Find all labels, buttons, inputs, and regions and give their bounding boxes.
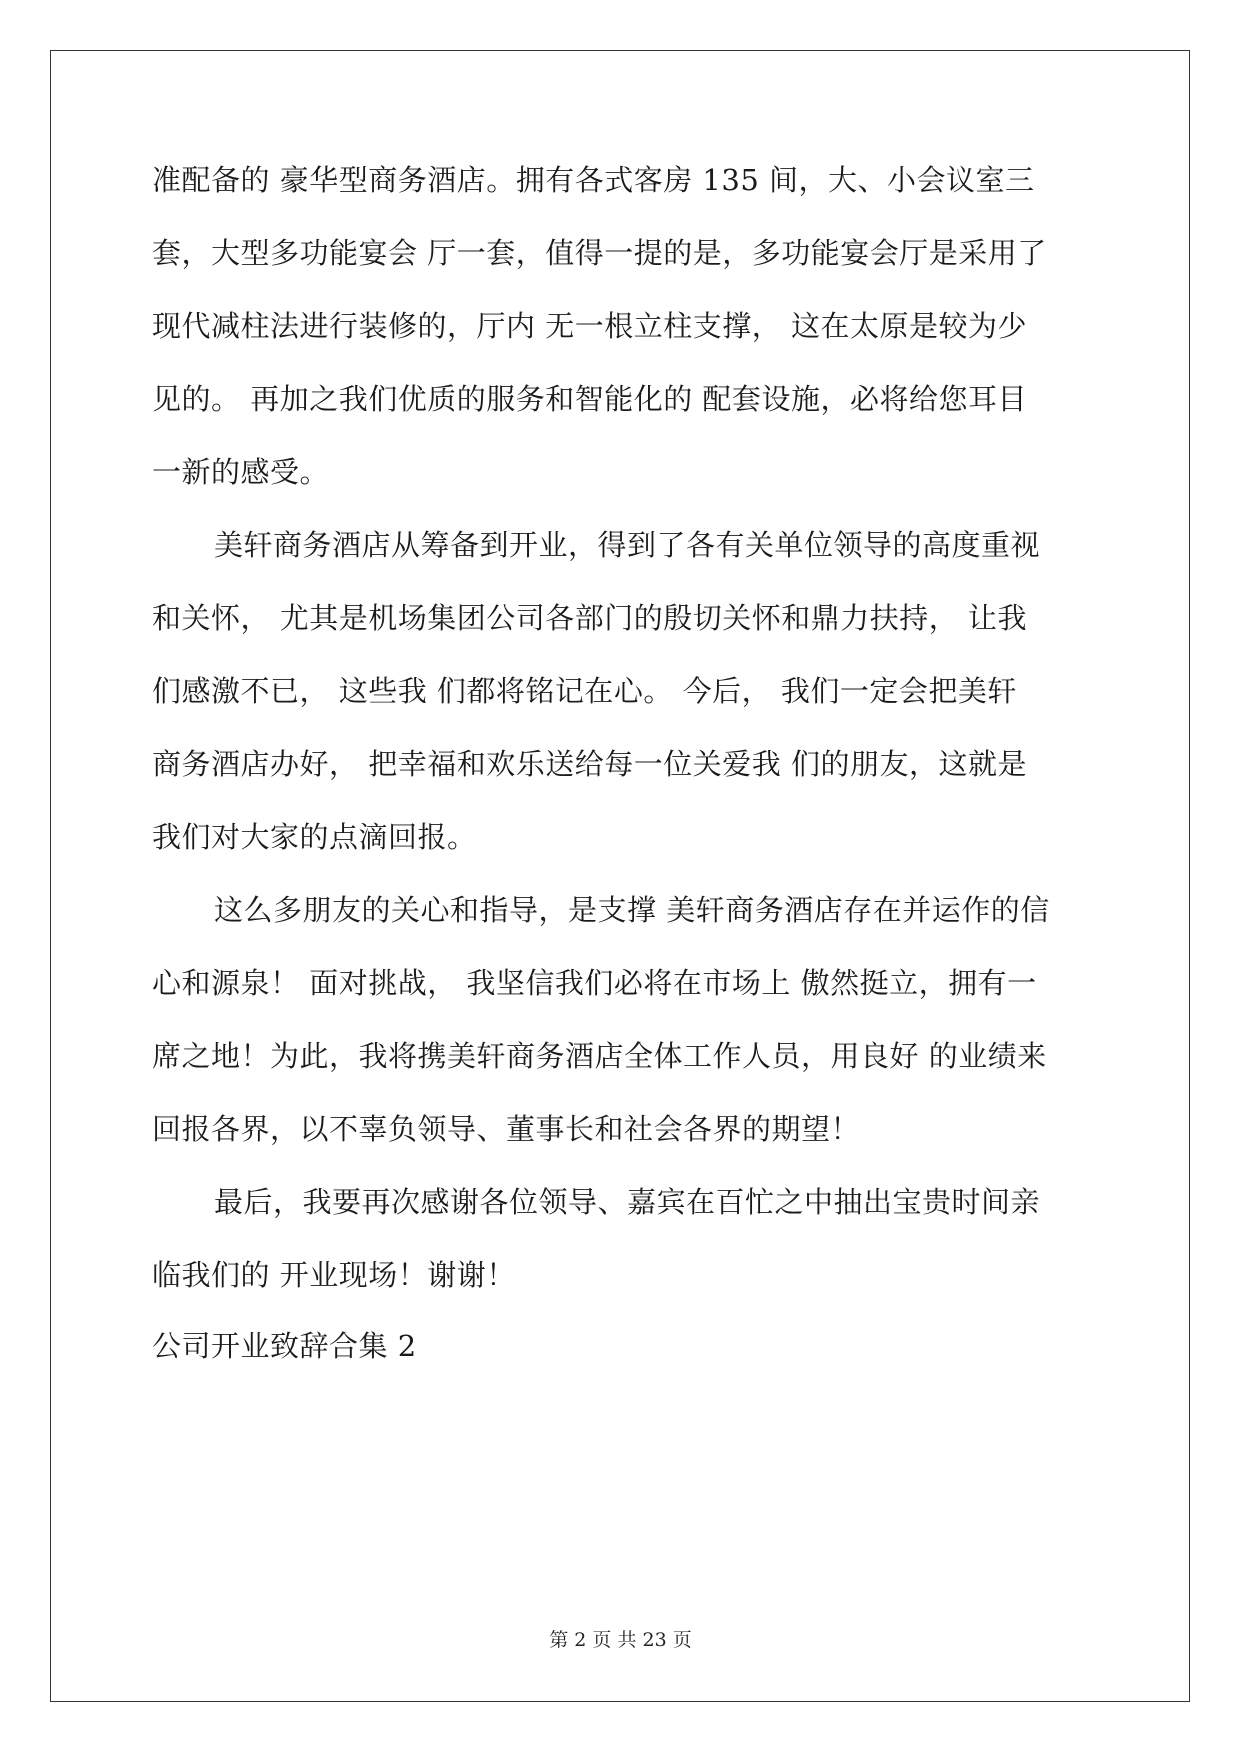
page-frame bbox=[50, 50, 1190, 1702]
body-text-line: 套，大型多功能宴会 厅一套，值得一提的是，多功能宴会厅是采用了 bbox=[152, 236, 1047, 270]
section-heading: 公司开业致辞合集 2 bbox=[152, 1329, 417, 1363]
body-text-line: 们感激不已， 这些我 们都将铭记在心。 今后， 我们一定会把美轩 bbox=[152, 674, 1017, 708]
body-text-line: 回报各界，以不辜负领导、董事长和社会各界的期望！ bbox=[152, 1112, 861, 1146]
paragraph-first-line: 美轩商务酒店从筹备到开业，得到了各有关单位领导的高度重视 bbox=[214, 528, 1041, 562]
body-text-line: 准配备的 豪华型商务酒店。拥有各式客房 135 间，大、小会议室三 bbox=[152, 163, 1035, 197]
body-text-line: 商务酒店办好， 把幸福和欢乐送给每一位关爱我 们的朋友，这就是 bbox=[152, 747, 1027, 781]
page-number-footer: 第 2 页 共 23 页 bbox=[549, 1629, 692, 1651]
body-text-line: 现代减柱法进行装修的，厅内 无一根立柱支撑， 这在太原是较为少 bbox=[152, 309, 1027, 343]
body-text-line: 见的。 再加之我们优质的服务和智能化的 配套设施，必将给您耳目 bbox=[152, 382, 1027, 416]
body-text-line: 我们对大家的点滴回报。 bbox=[152, 820, 477, 854]
body-text-line: 一新的感受。 bbox=[152, 455, 330, 489]
paragraph-first-line: 最后，我要再次感谢各位领导、嘉宾在百忙之中抽出宝贵时间亲 bbox=[214, 1185, 1041, 1219]
body-text-line: 和关怀， 尤其是机场集团公司各部门的殷切关怀和鼎力扶持， 让我 bbox=[152, 601, 1027, 635]
body-text-line: 席之地！为此，我将携美轩商务酒店全体工作人员，用良好 的业绩来 bbox=[152, 1039, 1047, 1073]
body-text-line: 心和源泉！ 面对挑战， 我坚信我们必将在市场上 傲然挺立，拥有一 bbox=[152, 966, 1037, 1000]
body-text-line: 临我们的 开业现场！谢谢！ bbox=[152, 1258, 516, 1292]
paragraph-first-line: 这么多朋友的关心和指导，是支撑 美轩商务酒店存在并运作的信 bbox=[214, 893, 1050, 927]
